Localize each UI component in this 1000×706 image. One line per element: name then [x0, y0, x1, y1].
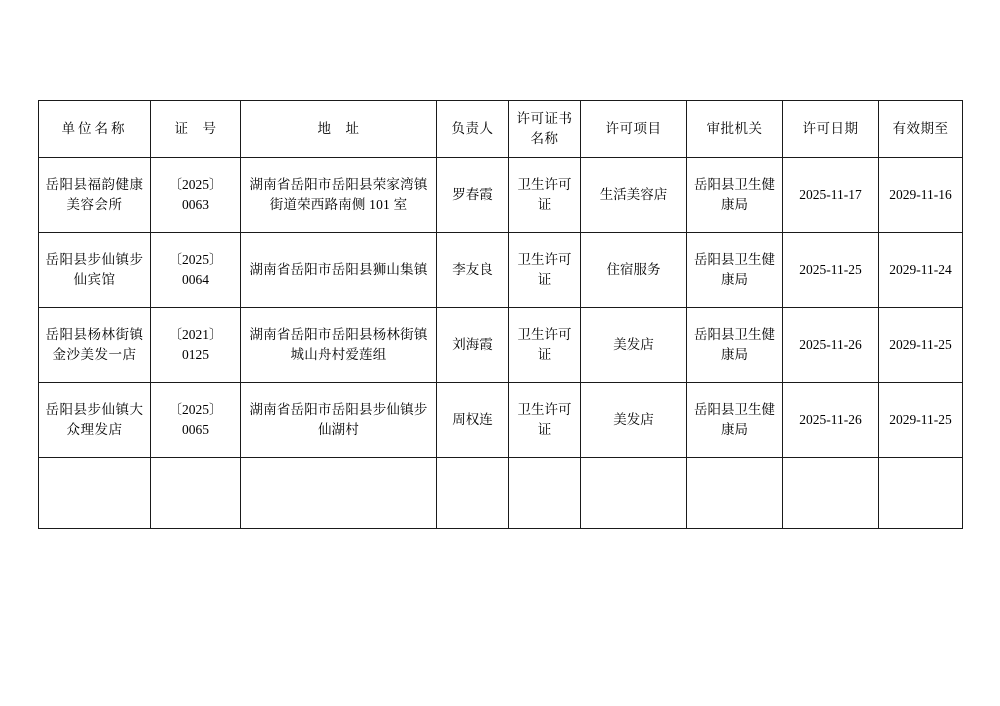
- cell-issue-date: 2025-11-17: [783, 158, 879, 233]
- header-person: 负责人: [437, 101, 509, 158]
- cell-issue-date: 2025-11-26: [783, 383, 879, 458]
- cell-item: 美发店: [581, 383, 687, 458]
- header-cert-name: 许可证书名称: [509, 101, 581, 158]
- cell-cert-no: 〔2021〕0125: [151, 308, 241, 383]
- cell-issue-date: [783, 458, 879, 529]
- cell-authority: [687, 458, 783, 529]
- cell-valid-until: 2029-11-25: [879, 308, 963, 383]
- cell-unit-name: [39, 458, 151, 529]
- table-body: [39, 158, 963, 529]
- cell-unit-name: 岳阳县杨林街镇金沙美发一店: [39, 308, 151, 383]
- cell-cert-name: 卫生许可证: [509, 233, 581, 308]
- cell-valid-until: [879, 458, 963, 529]
- cell-address: 湖南省岳阳市岳阳县狮山集镇: [241, 233, 437, 308]
- cell-item: 生活美容店: [581, 158, 687, 233]
- cell-item: 美发店: [581, 308, 687, 383]
- cell-item: 住宿服务: [581, 233, 687, 308]
- header-row: [39, 101, 963, 158]
- table-row: [39, 233, 963, 308]
- header-address: 地 址: [241, 101, 437, 158]
- cell-cert-name: 卫生许可证: [509, 158, 581, 233]
- table-row: [39, 308, 963, 383]
- cell-cert-no: 〔2025〕0063: [151, 158, 241, 233]
- table-header: [39, 101, 963, 158]
- permit-table: [38, 100, 963, 529]
- cell-address: 湖南省岳阳市岳阳县杨林街镇城山舟村爱莲组: [241, 308, 437, 383]
- permit-table-container: [38, 100, 962, 529]
- header-valid-until: 有效期至: [879, 101, 963, 158]
- cell-person: 刘海霞: [437, 308, 509, 383]
- cell-item: [581, 458, 687, 529]
- cell-authority: 岳阳县卫生健康局: [687, 233, 783, 308]
- cell-cert-name: 卫生许可证: [509, 383, 581, 458]
- header-unit-name: 单位名称: [39, 101, 151, 158]
- cell-issue-date: 2025-11-25: [783, 233, 879, 308]
- table-row: [39, 158, 963, 233]
- header-cert-no: 证 号: [151, 101, 241, 158]
- cell-authority: 岳阳县卫生健康局: [687, 383, 783, 458]
- cell-cert-no: 〔2025〕0065: [151, 383, 241, 458]
- cell-authority: 岳阳县卫生健康局: [687, 308, 783, 383]
- cell-unit-name: 岳阳县福韵健康美容会所: [39, 158, 151, 233]
- cell-address: 湖南省岳阳市岳阳县荣家湾镇街道荣西路南侧 101 室: [241, 158, 437, 233]
- table-row: [39, 383, 963, 458]
- cell-authority: 岳阳县卫生健康局: [687, 158, 783, 233]
- cell-cert-no: 〔2025〕0064: [151, 233, 241, 308]
- cell-person: 周权连: [437, 383, 509, 458]
- cell-issue-date: 2025-11-26: [783, 308, 879, 383]
- cell-address: 湖南省岳阳市岳阳县步仙镇步仙湖村: [241, 383, 437, 458]
- header-issue-date: 许可日期: [783, 101, 879, 158]
- cell-valid-until: 2029-11-25: [879, 383, 963, 458]
- cell-cert-no: [151, 458, 241, 529]
- cell-unit-name: 岳阳县步仙镇大众理发店: [39, 383, 151, 458]
- cell-valid-until: 2029-11-16: [879, 158, 963, 233]
- cell-cert-name: [509, 458, 581, 529]
- cell-person: 罗春霞: [437, 158, 509, 233]
- table-row: [39, 458, 963, 529]
- cell-person: 李友良: [437, 233, 509, 308]
- cell-unit-name: 岳阳县步仙镇步仙宾馆: [39, 233, 151, 308]
- cell-person: [437, 458, 509, 529]
- cell-cert-name: 卫生许可证: [509, 308, 581, 383]
- header-authority: 审批机关: [687, 101, 783, 158]
- header-item: 许可项目: [581, 101, 687, 158]
- cell-address: [241, 458, 437, 529]
- cell-valid-until: 2029-11-24: [879, 233, 963, 308]
